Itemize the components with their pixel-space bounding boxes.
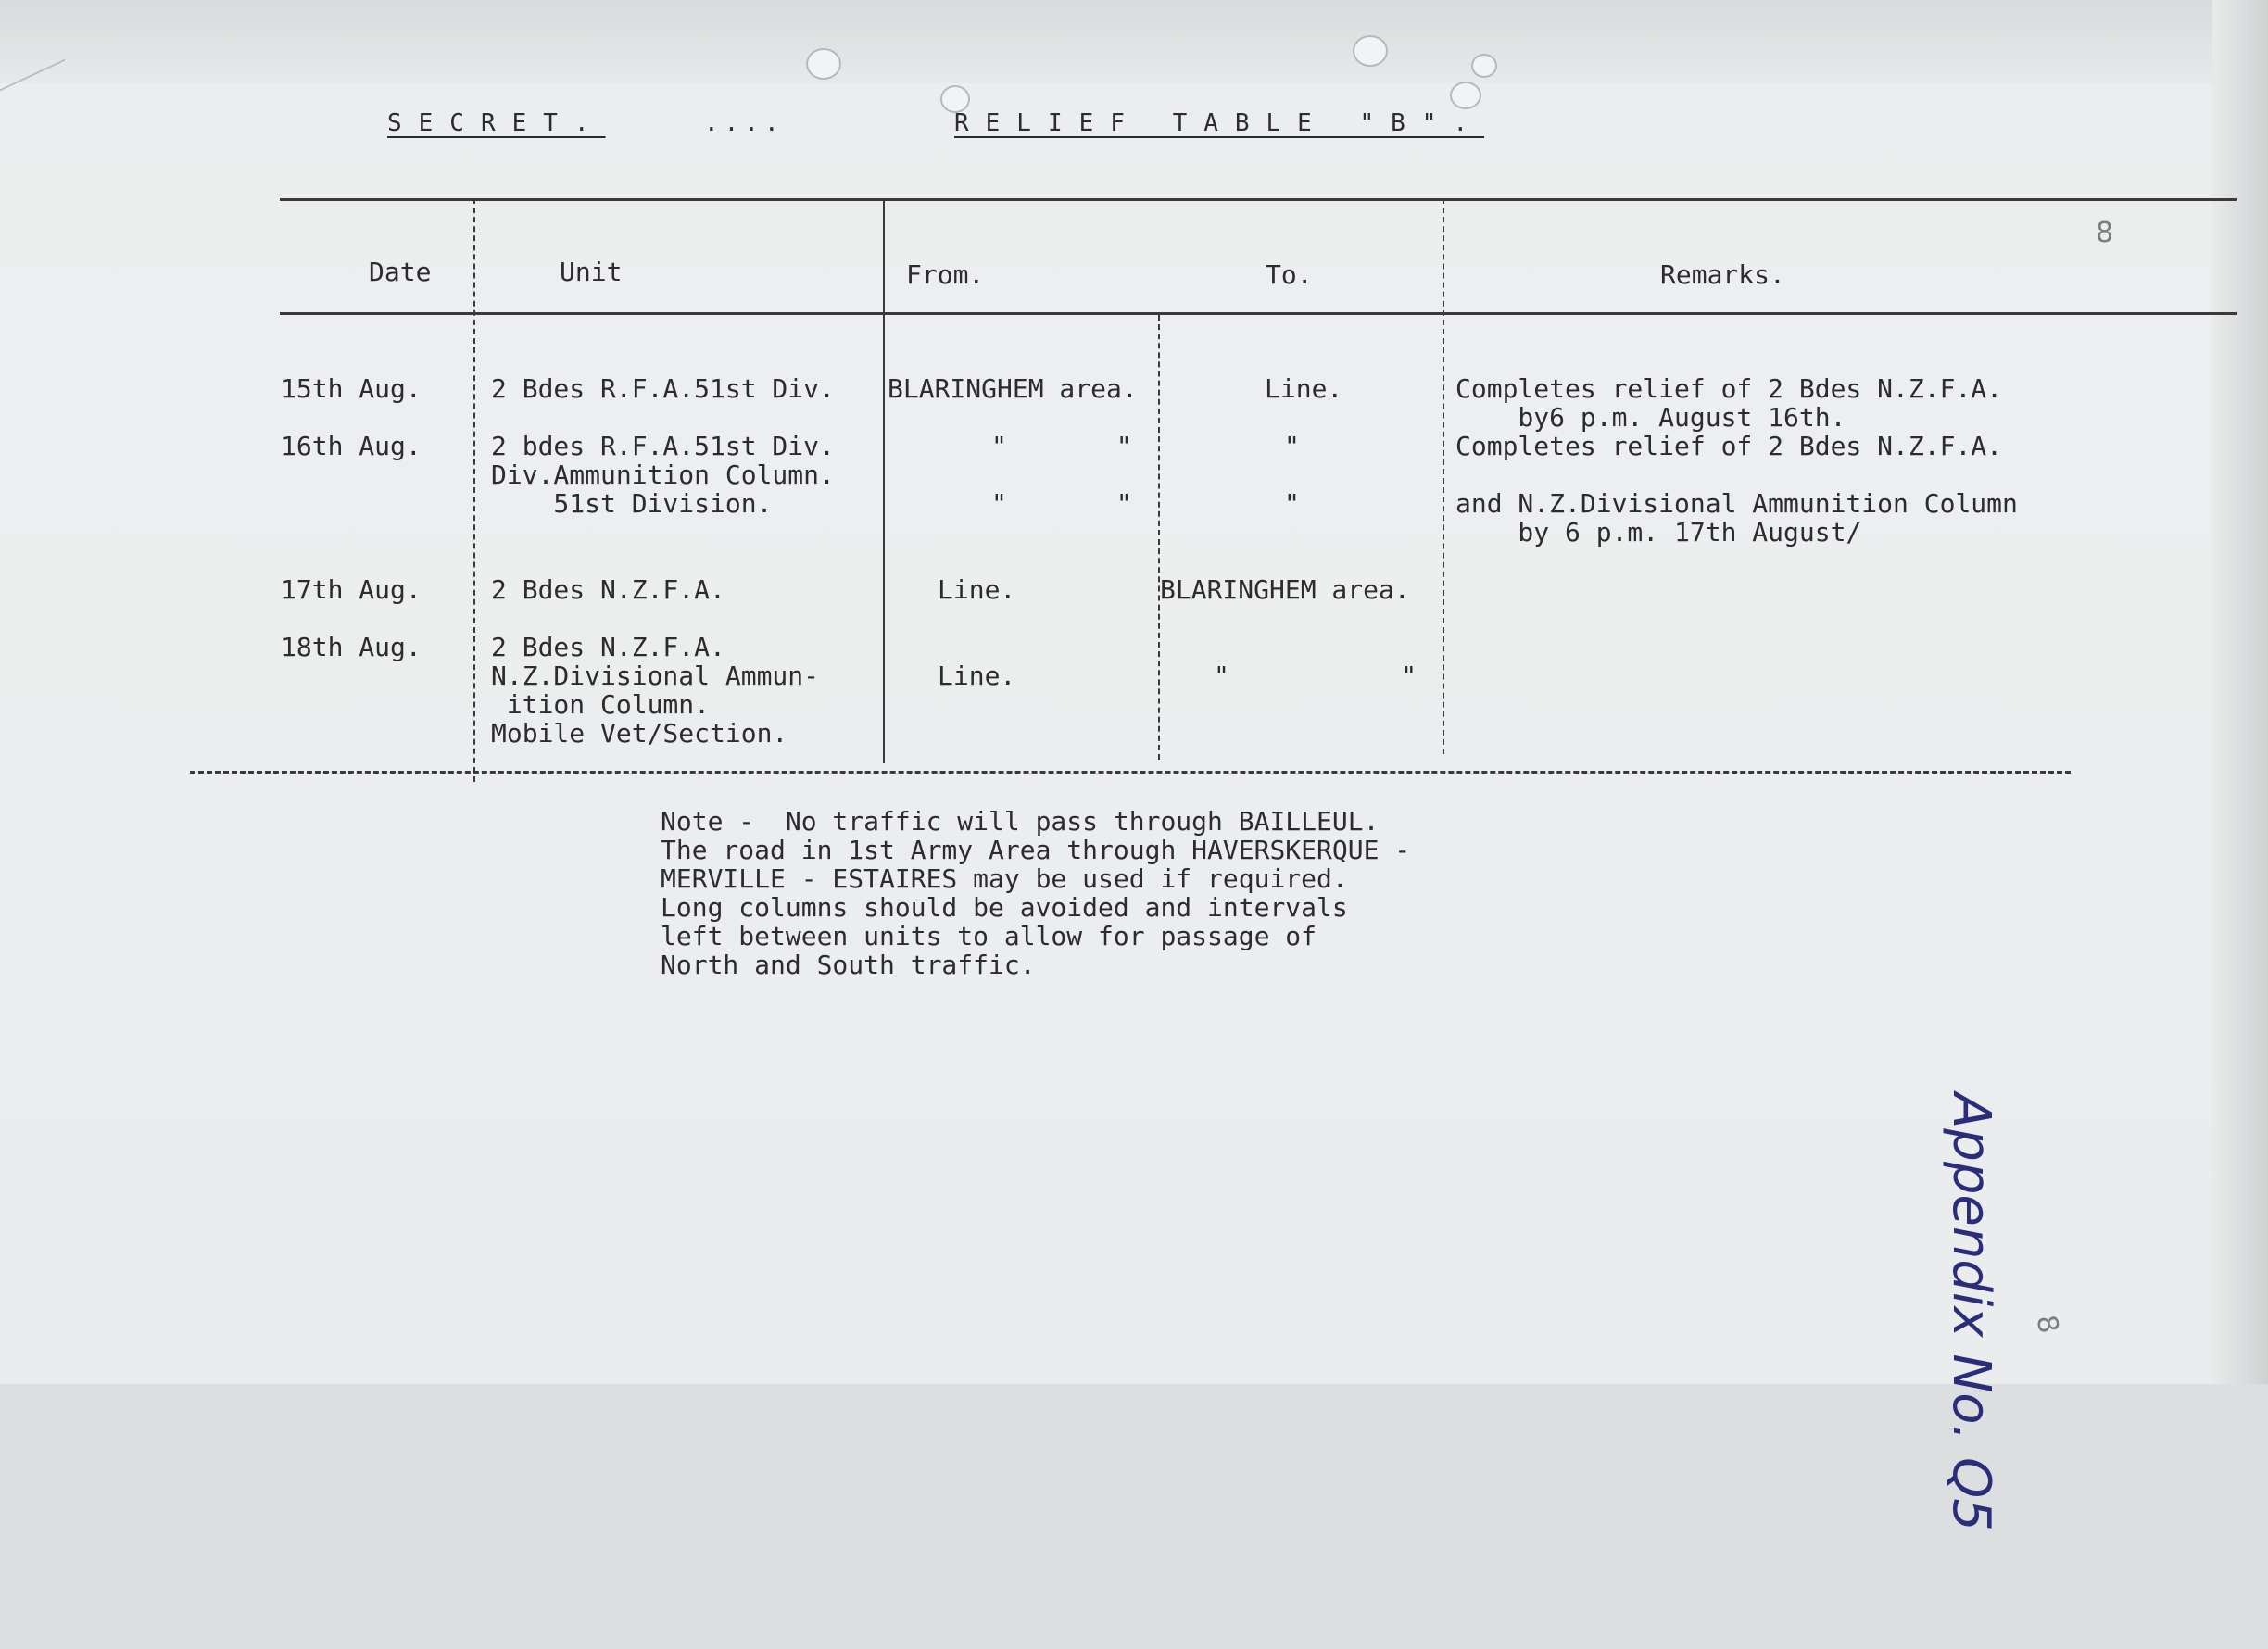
column-header-date: Date [369,257,432,287]
punch-hole [1450,82,1481,109]
row-unit: 2 Bdes N.Z.F.A. [491,632,725,662]
row-from: " " [991,431,1132,461]
row-date: 17th Aug. [281,574,422,605]
row-unit: 2 bdes R.F.A.51st Div. [491,431,835,461]
row-unit: Div.Ammunition Column. [491,459,835,490]
row-unit: N.Z.Divisional Ammun- [491,661,820,691]
table-bottom-rule [190,771,2071,774]
row-to: Line. [1265,373,1343,404]
paper-edge-top [0,0,2268,83]
row-from: " " [991,488,1132,519]
column-divider [473,198,477,782]
table-top-rule [280,198,2236,201]
column-header-remarks: Remarks. [1660,259,1785,290]
row-from: BLARINGHEM area. [888,373,1138,404]
punch-hole [806,48,841,80]
table-header-rule [280,312,2236,315]
note-line: The road in 1st Army Area through HAVERSKERQUE - [661,835,1411,865]
page-mark-top: 8 [2096,217,2114,249]
row-to: BLARINGHEM area. [1160,574,1410,605]
row-remarks: and N.Z.Divisional Ammunition Column [1455,488,2018,519]
note-line: Note - No traffic will pass through BAILLEUL. [661,806,1380,837]
column-divider [883,198,887,763]
row-remarks: Completes relief of 2 Bdes N.Z.F.A. [1455,373,2003,404]
note-line: left between units to allow for passage of [661,921,1317,951]
column-header-from: From. [906,259,985,290]
note-line: North and South traffic. [661,950,1036,980]
page-mark-bottom: 8 [2029,1313,2065,1336]
classification-heading: SECRET. [387,109,606,137]
note-line: Long columns should be avoided and intervals [661,892,1348,923]
row-to: " [1284,431,1300,461]
table-title: RELIEF TABLE "B". [954,109,1485,137]
row-unit: ition Column. [491,689,711,720]
header-dots: .... [704,109,785,137]
punch-hole [1353,35,1388,67]
row-remarks: by 6 p.m. 17th August/ [1455,517,1862,548]
column-header-unit: Unit [560,257,623,287]
row-unit: 51st Division. [491,488,773,519]
note-line: MERVILLE - ESTAIRES may be used if required. [661,863,1348,894]
row-date: 18th Aug. [281,632,422,662]
row-to: " " [1214,661,1418,691]
row-from: Line. [938,574,1016,605]
column-header-to: To. [1266,259,1313,290]
row-date: 16th Aug. [281,431,422,461]
row-date: 15th Aug. [281,373,422,404]
row-unit: 2 Bdes N.Z.F.A. [491,574,725,605]
row-remarks: by6 p.m. August 16th. [1455,402,1846,433]
row-unit: 2 Bdes R.F.A.51st Div. [491,373,835,404]
row-unit: Mobile Vet/Section. [491,718,788,749]
appendix-annotation: Appendix No. Q5 [1941,1093,2001,1531]
row-to: " [1284,488,1300,519]
paper-edge-right [2212,0,2268,1384]
row-from: Line. [938,661,1016,691]
punch-hole [1471,54,1497,78]
row-remarks: Completes relief of 2 Bdes N.Z.F.A. [1455,431,2003,461]
column-divider [1158,315,1162,760]
column-divider [1443,198,1446,754]
